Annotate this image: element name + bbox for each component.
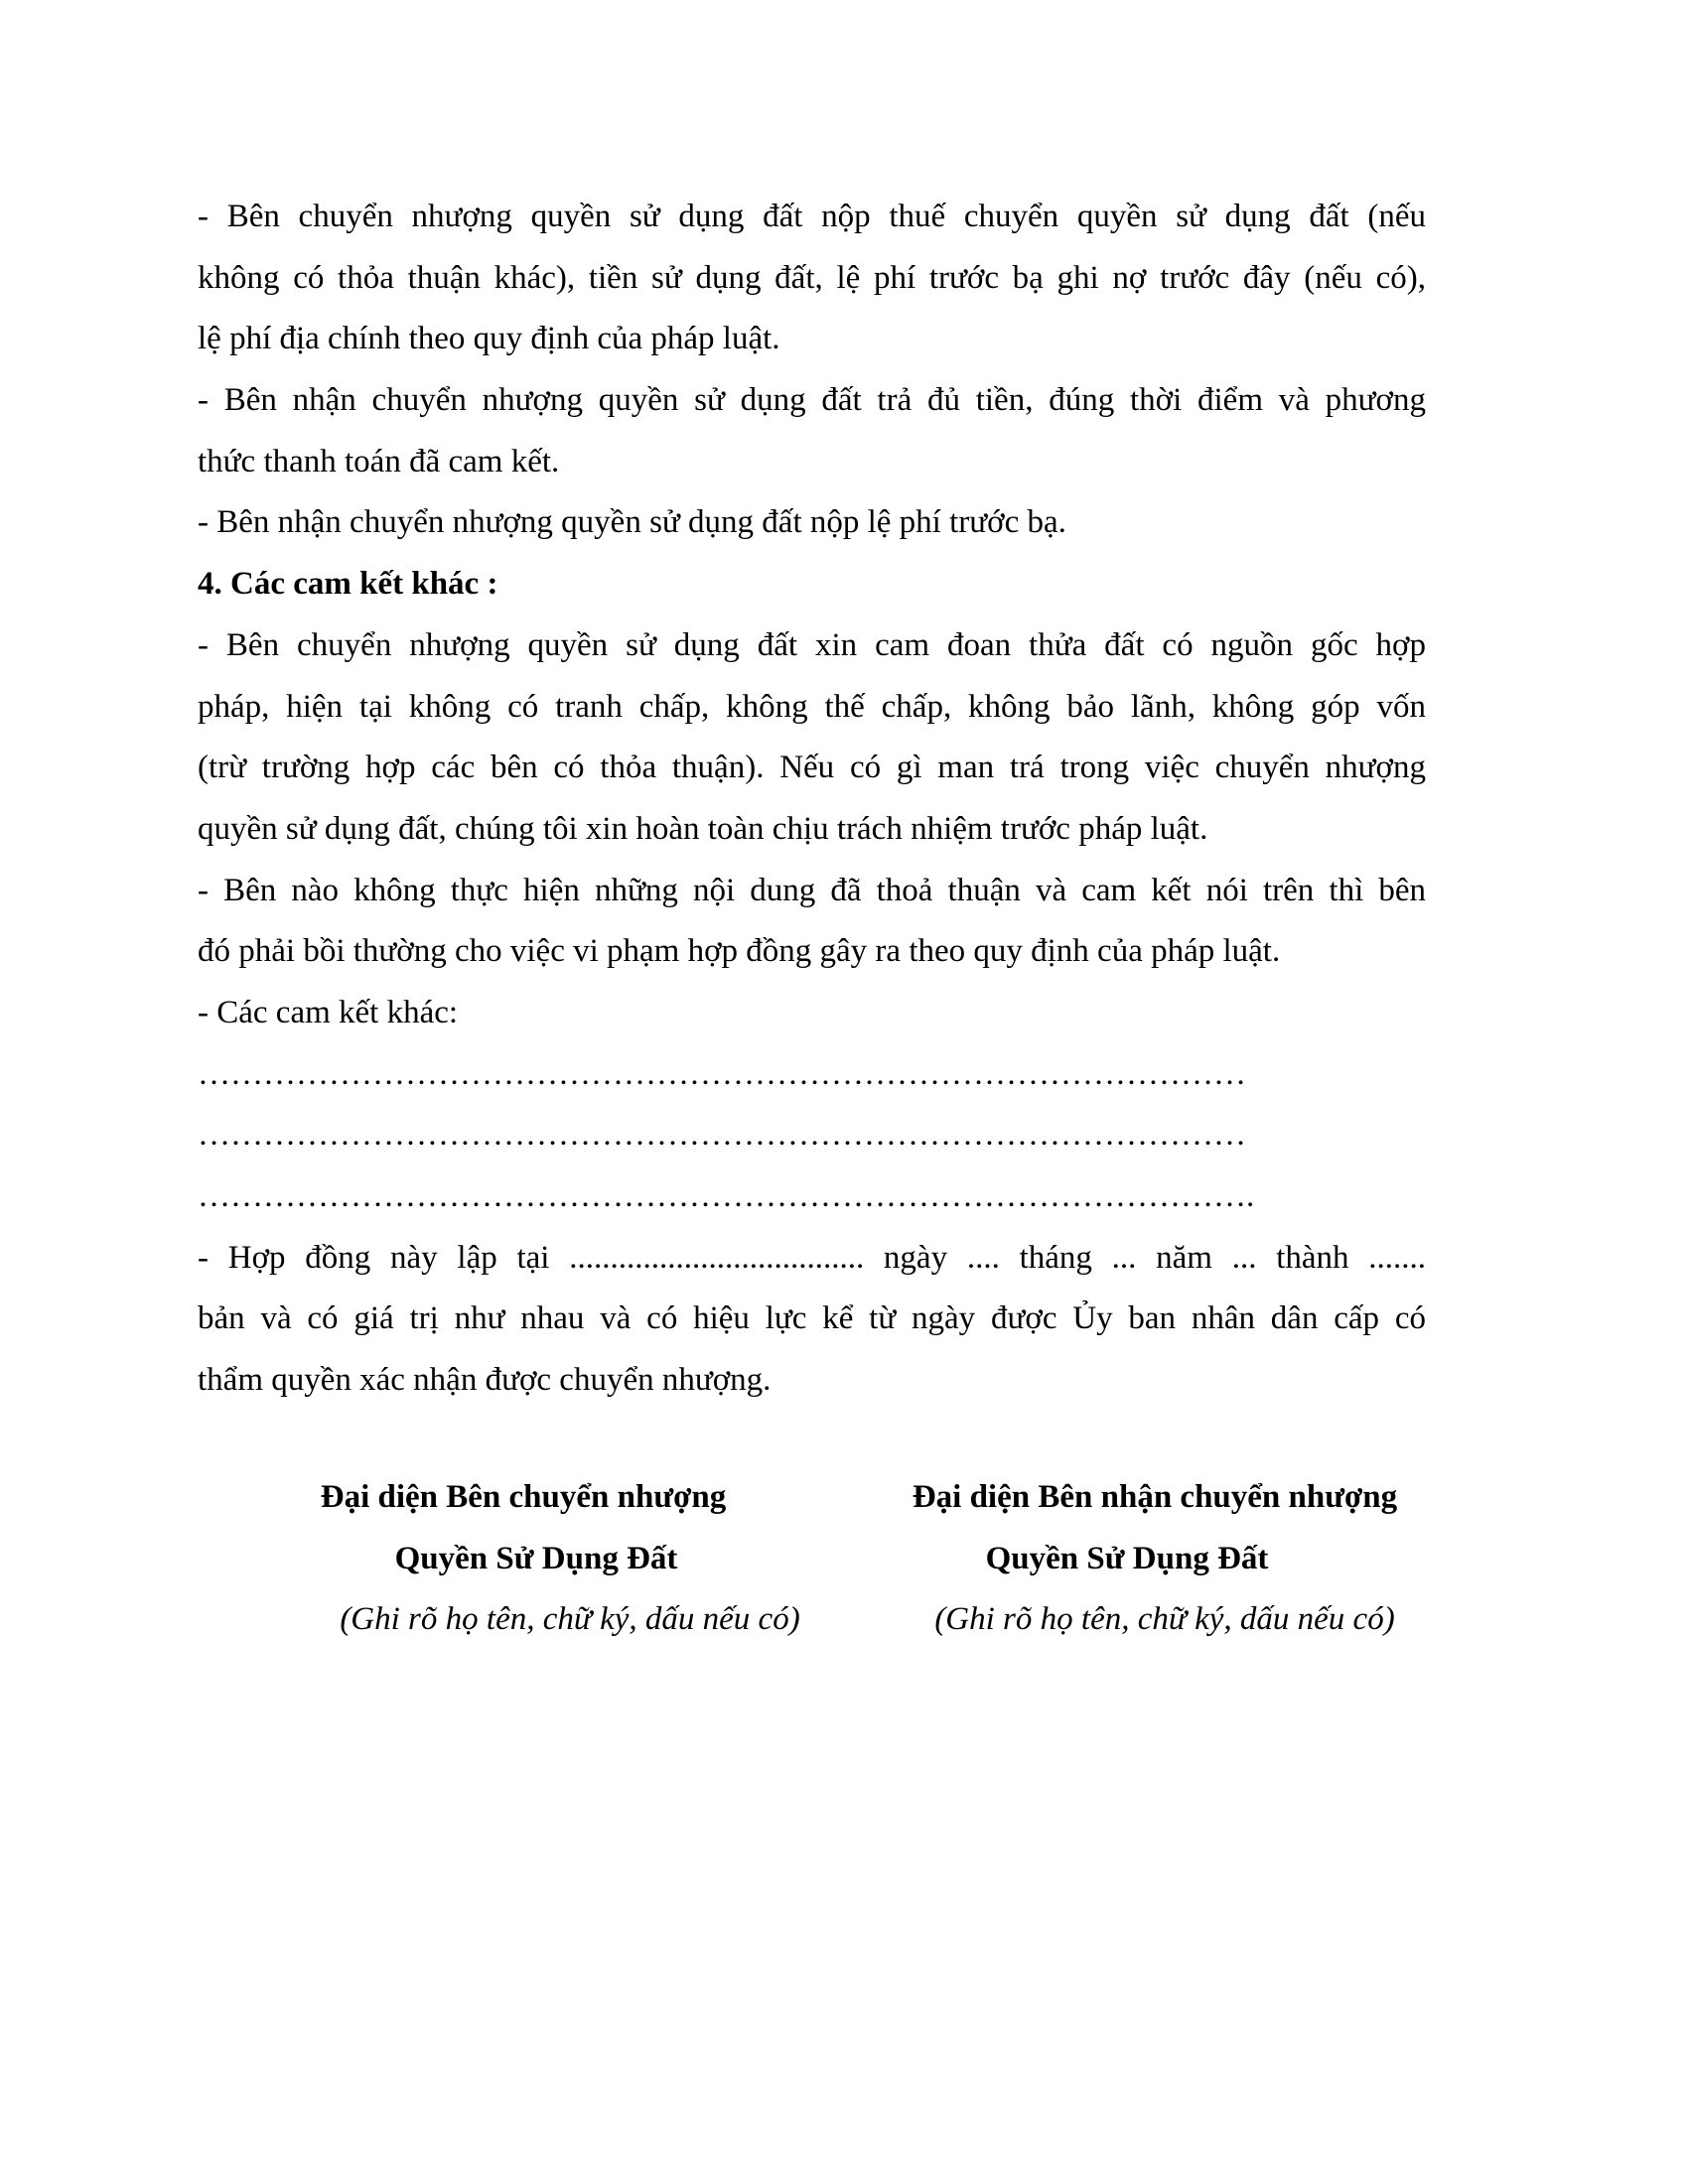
- signature-right-note: (Ghi rõ họ tên, chữ ký, dấu nếu có): [934, 1601, 1395, 1637]
- text-line: thức thanh toán đã cam kết.: [198, 443, 560, 479]
- text-line: - Bên nào không thực hiện những nội dung đã thoả thuận và cam kết nói trên thì bên: [198, 872, 1426, 908]
- text-line: thẩm quyền xác nhận được chuyển nhượng.: [198, 1362, 772, 1399]
- signature-left-subtitle: Quyền Sử Dụng Đất: [394, 1541, 678, 1576]
- text-line: đó phải bồi thường cho việc vi phạm hợp đồng gây ra theo quy định của pháp luật.: [198, 933, 1281, 970]
- signature-right-title: Đại diện Bên nhận chuyển nhượng: [912, 1479, 1398, 1515]
- blank-fill-line: ……………………………………………………………………………………: [198, 1117, 1246, 1154]
- text-line: không có thỏa thuận khác), tiền sử dụng đất, lệ phí trước bạ ghi nợ trước đây (nếu có),: [198, 259, 1426, 296]
- text-line: bản và có giá trị như nhau và có hiệu lực kể từ ngày được Ủy ban nhân dân cấp có: [198, 1300, 1426, 1337]
- section-heading: 4. Các cam kết khác :: [198, 566, 498, 603]
- signature-right-subtitle: Quyền Sử Dụng Đất: [985, 1541, 1269, 1576]
- signature-left-note: (Ghi rõ họ tên, chữ ký, dấu nếu có): [340, 1601, 800, 1637]
- text-line: (trừ trường hợp các bên có thỏa thuận). Nếu có gì man trá trong việc chuyển nhượng: [198, 750, 1426, 786]
- text-line: quyền sử dụng đất, chúng tôi xin hoàn toàn chịu trách nhiệm trước pháp luật.: [198, 810, 1208, 847]
- text-line: pháp, hiện tại không có tranh chấp, không thế chấp, không bảo lãnh, không góp vốn: [198, 688, 1426, 725]
- text-line: lệ phí địa chính theo quy định của pháp luật.: [198, 321, 780, 357]
- blank-fill-line: ……………………………………………………………………………………: [198, 1055, 1246, 1092]
- text-line: - Bên chuyển nhượng quyền sử dụng đất xin cam đoan thửa đất có nguồn gốc hợp: [198, 626, 1426, 663]
- text-line: - Bên chuyển nhượng quyền sử dụng đất nộp thuế chuyển quyền sử dụng đất (nếu: [198, 199, 1426, 234]
- text-line: - Bên nhận chuyển nhượng quyền sử dụng đất nộp lệ phí trước bạ.: [198, 504, 1066, 541]
- text-line: - Hợp đồng này lập tại .................................... ngày .... tháng ... năm ... thành .......: [198, 1239, 1426, 1276]
- text-line: - Các cam kết khác:: [198, 994, 459, 1030]
- signature-left-title: Đại diện Bên chuyển nhượng: [320, 1479, 727, 1515]
- blank-fill-line: …………………………………………………………………………………….: [198, 1178, 1255, 1214]
- text-line: - Bên nhận chuyển nhượng quyền sử dụng đất trả đủ tiền, đúng thời điểm và phương: [198, 382, 1426, 419]
- document-body: [198, 187, 1426, 1412]
